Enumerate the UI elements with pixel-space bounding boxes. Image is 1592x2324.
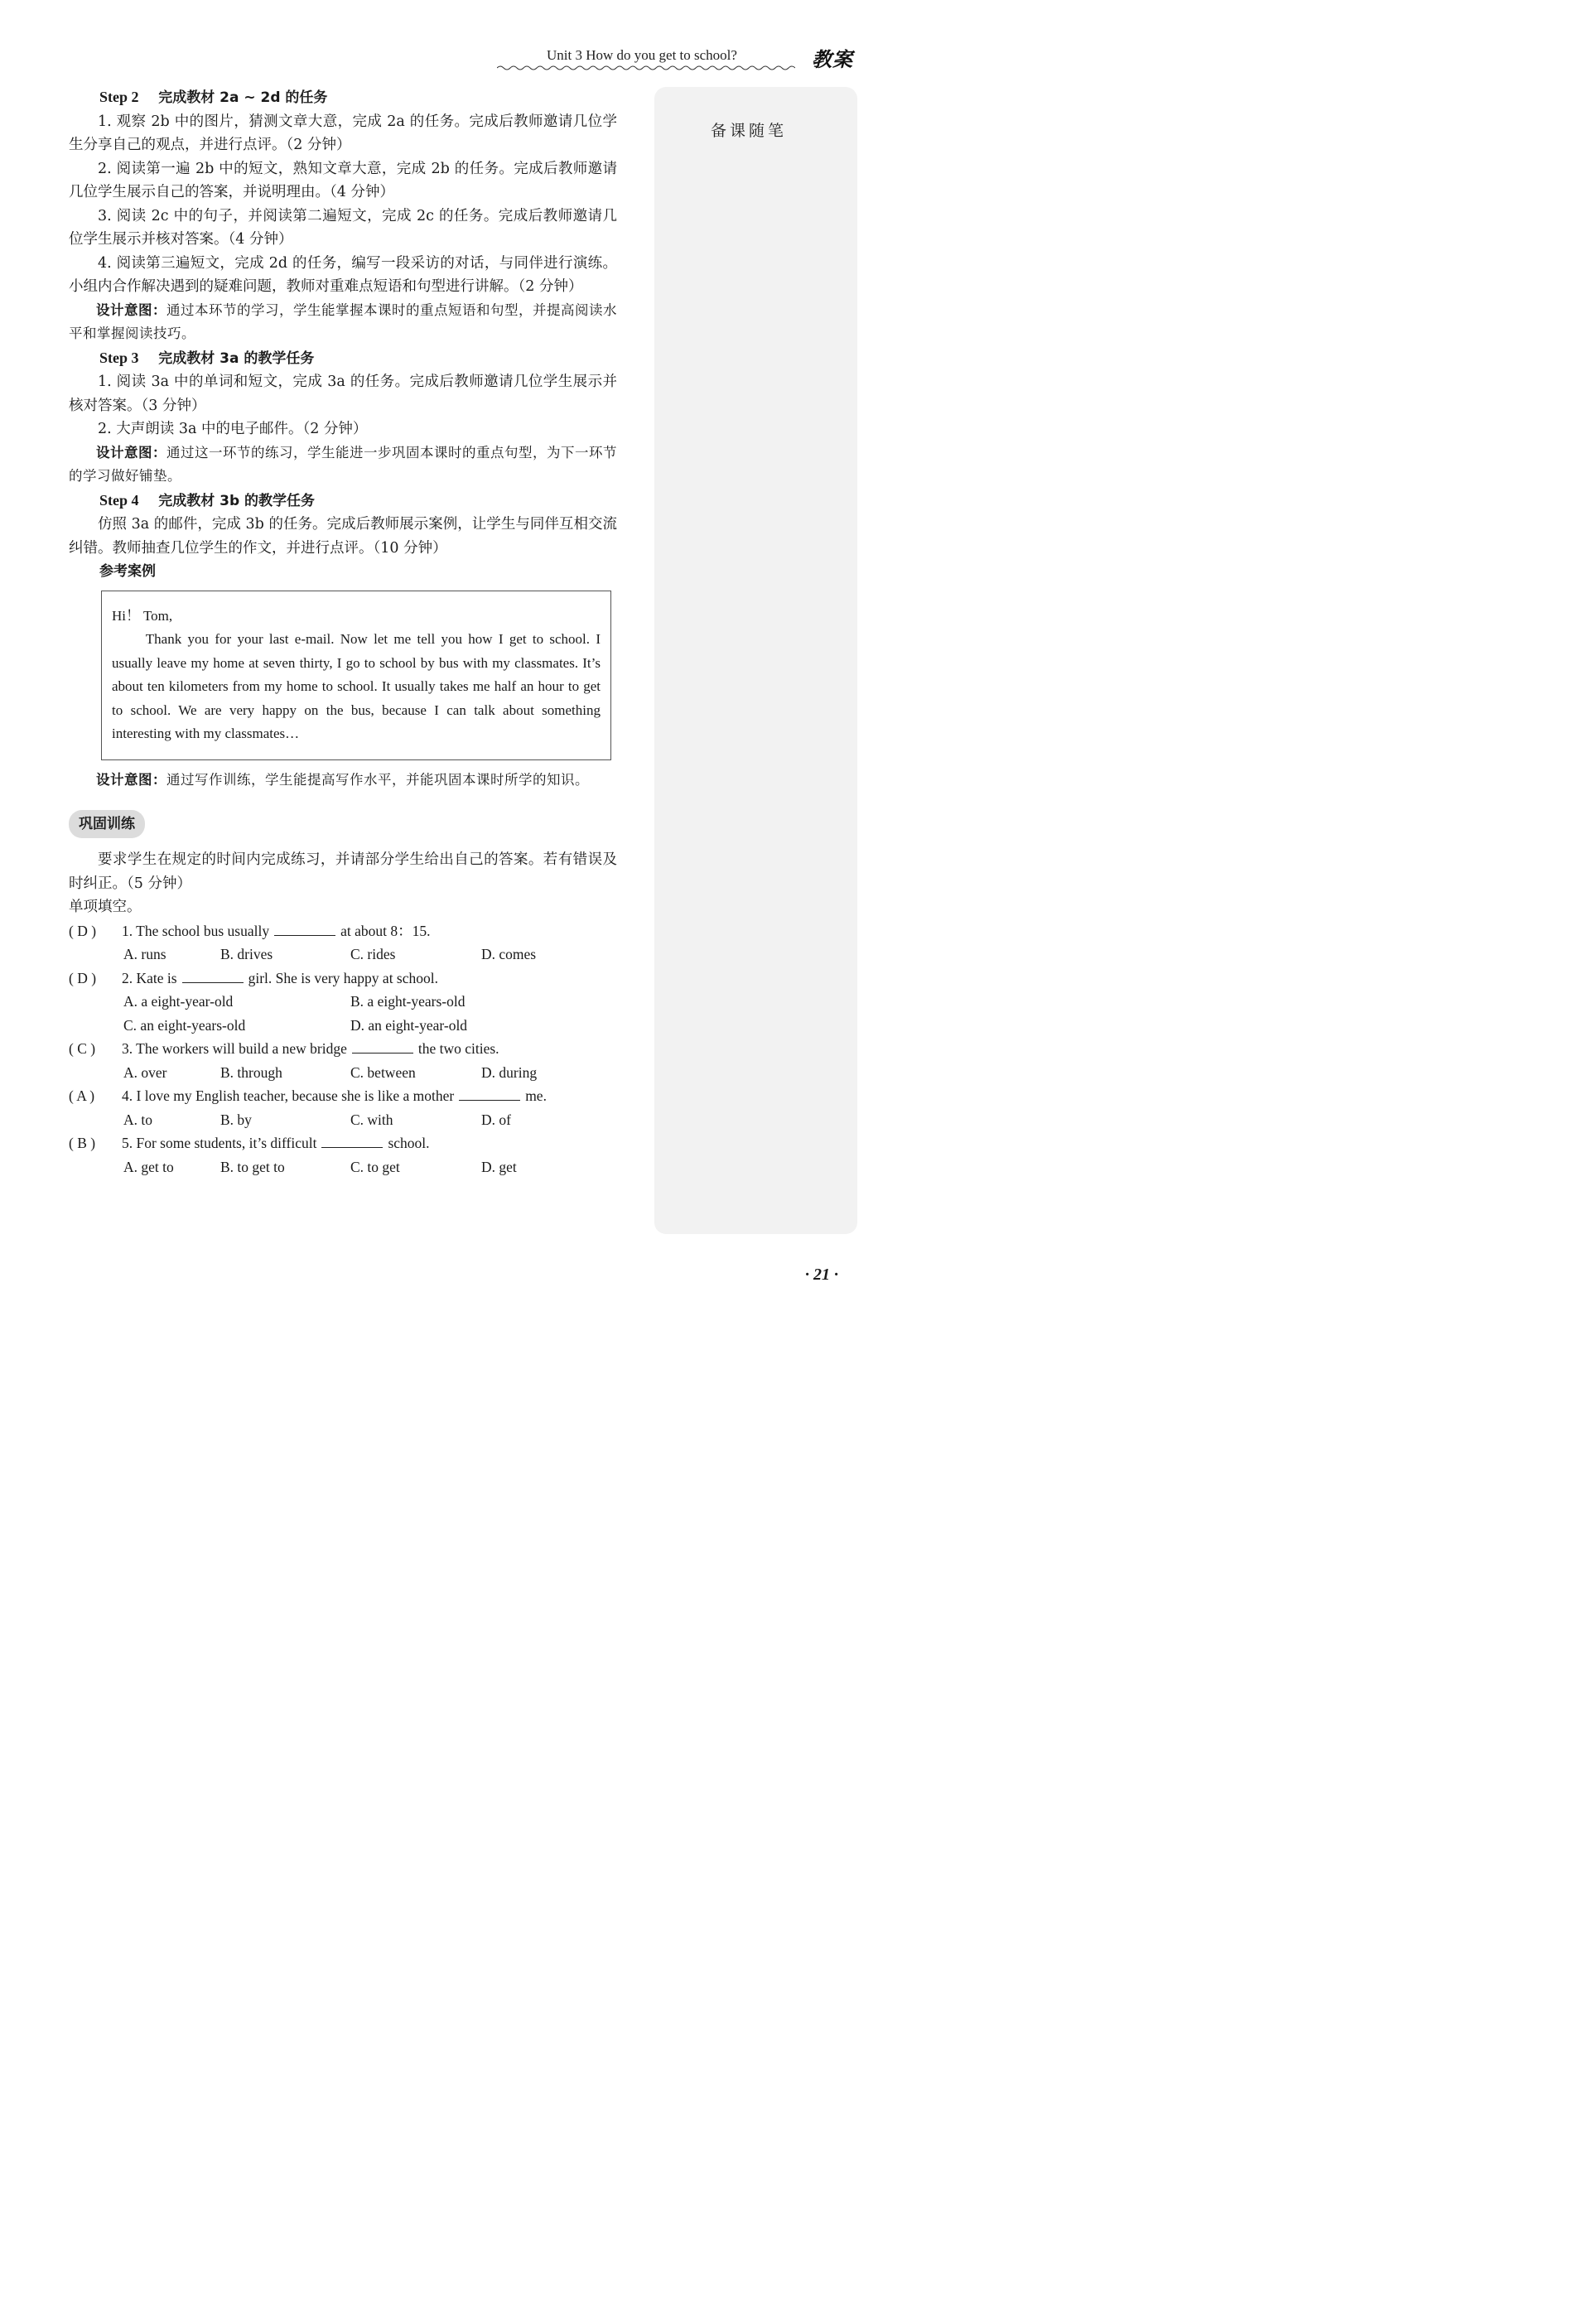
option-c: C. between xyxy=(350,1063,416,1081)
option-c: C. an eight-years-old xyxy=(123,1016,246,1034)
option-d: D. of xyxy=(481,1111,511,1128)
step3-label: Step 3 xyxy=(99,349,139,366)
question-stem-end: girl. She is very happy at school. xyxy=(248,969,438,986)
question-1 xyxy=(69,919,617,943)
option-a: A. to xyxy=(123,1111,152,1128)
step2-item-1: 1. 观察 2b 中的图片，猜测文章大意，完成 2a 的任务。完成后教师邀请几位学生分享自己的观点，并进行点评。（2 分钟） xyxy=(69,113,617,153)
question-2 xyxy=(69,967,617,991)
option-d: D. an eight-year-old xyxy=(350,1016,468,1034)
option-d: D. get xyxy=(481,1158,517,1175)
step2-title: 完成教材 2a ~ 2d 的任务 xyxy=(158,89,328,106)
unit-title: Unit 3 How do you get to school? xyxy=(547,47,737,63)
option-c: C. with xyxy=(350,1111,393,1128)
option-d: D. comes xyxy=(481,946,537,962)
answer-blank xyxy=(182,967,244,983)
step2-item-2: 2. 阅读第一遍 2b 中的短文，熟知文章大意，完成 2b 的任务。完成后教师邀请几位学生展示自己的答案，并说明理由。（4 分钟） xyxy=(69,160,617,200)
question-3-options xyxy=(69,1061,617,1085)
step4-label: Step 4 xyxy=(99,491,139,509)
answer-key: ( D ) xyxy=(69,969,97,986)
step3-item-2: 2. 大声朗读 3a 中的电子邮件。（2 分钟） xyxy=(98,421,368,437)
step2-item-4: 4. 阅读第三遍短文，完成 2d 的任务，编写一段采访的对话，与同伴进行演练。小组内合作解决遇到的疑难问题，教师对重难点短语和句型进行讲解。（2 分钟） xyxy=(69,254,617,295)
practice-section-title: 单项填空。 xyxy=(69,899,142,915)
question-stem-end: school. xyxy=(388,1135,430,1151)
notes-title: 备课随笔 xyxy=(711,122,788,140)
step2-heading xyxy=(69,85,617,110)
practice-section-badge: 巩固训练 xyxy=(69,810,145,838)
step3-item-1: 1. 阅读 3a 中的单词和短文，完成 3a 的任务。完成后教师邀请几位学生展示并核对答案。（3 分钟） xyxy=(69,374,617,414)
option-c: C. rides xyxy=(350,946,396,962)
step2-item-3: 3. 阅读 2c 中的句子，并阅读第二遍短文，完成 2c 的任务。完成后教师邀请几位学生展示并核对答案。（4 分钟） xyxy=(69,207,617,248)
option-c: C. to get xyxy=(350,1158,400,1175)
option-b: B. to get to xyxy=(220,1158,285,1175)
step4-title: 完成教材 3b 的教学任务 xyxy=(158,492,316,509)
step2-intent xyxy=(69,299,617,346)
question-1-options xyxy=(69,943,617,967)
question-stem-end: the two cities. xyxy=(417,1040,499,1057)
letter-body: Thank you for your last e-mail. Now let me tell you how I get to school. I usually leave my home at seven thirty, I go to school by bus with my classmates. It’s about ten kilometers from my home to school. It usually takes me half an hour to get to school. We are very happy on the bus, because I can talk about something interesting with my classmates… xyxy=(112,631,601,741)
question-stem-end: me. xyxy=(525,1087,547,1104)
step4-heading xyxy=(69,489,617,513)
answer-blank xyxy=(274,920,335,936)
question-4 xyxy=(69,1084,617,1108)
answer-key: ( D ) xyxy=(69,922,97,939)
sample-letter-box xyxy=(101,591,611,760)
question-stem: 1. The school bus usually xyxy=(122,922,270,939)
step3-title: 完成教材 3a 的教学任务 xyxy=(158,350,315,367)
answer-blank xyxy=(352,1038,413,1054)
question-stem-end: at about 8：15. xyxy=(340,922,431,939)
question-4-options xyxy=(69,1108,617,1132)
header-wave-divider xyxy=(497,65,795,71)
main-content xyxy=(69,85,617,1179)
question-stem: 2. Kate is xyxy=(122,969,177,986)
option-b: B. drives xyxy=(220,946,273,962)
answer-blank xyxy=(459,1085,520,1101)
option-a: A. runs xyxy=(123,946,166,962)
step4-intent xyxy=(69,769,617,793)
question-3 xyxy=(69,1037,617,1061)
intent-text: 通过写作训练，学生能提高写作水平，并能巩固本课时所学的知识。 xyxy=(166,771,589,788)
intent-label: 设计意图： xyxy=(96,301,166,318)
question-5 xyxy=(69,1131,617,1155)
answer-key: ( B ) xyxy=(69,1135,96,1151)
intent-label: 设计意图： xyxy=(96,771,166,788)
question-stem: 3. The workers will build a new bridge xyxy=(122,1040,347,1057)
practice-intro: 要求学生在规定的时间内完成练习，并请部分学生给出自己的答案。若有错误及时纠正。（5 分钟） xyxy=(69,851,617,892)
letter-greeting: Hi！ Tom, xyxy=(112,607,173,624)
page-number: · 21 · xyxy=(805,1266,838,1284)
intent-text: 通过这一环节的练习，学生能进一步巩固本课时的重点句型，为下一环节的学习做好铺垫。 xyxy=(69,444,617,484)
question-stem: 5. For some students, it’s difficult xyxy=(122,1135,317,1151)
step3-intent xyxy=(69,441,617,489)
option-b: B. through xyxy=(220,1063,282,1081)
option-b: B. a eight-years-old xyxy=(350,993,466,1010)
notes-sidebar xyxy=(654,87,857,1234)
reference-example-title: 参考案例 xyxy=(99,563,156,580)
option-d: D. during xyxy=(481,1063,538,1081)
question-2-options-row2 xyxy=(69,1014,617,1038)
answer-key: ( C ) xyxy=(69,1040,96,1057)
option-a: A. get to xyxy=(123,1158,174,1175)
step2-label: Step 2 xyxy=(99,89,139,105)
option-a: A. a eight-year-old xyxy=(123,993,234,1010)
page-header xyxy=(497,43,853,71)
question-stem: 4. I love my English teacher, because she is like a mother xyxy=(122,1087,455,1104)
step4-text: 仿照 3a 的邮件，完成 3b 的任务。完成后教师展示案例，让学生与同伴互相交流纠错。教师抽查几位学生的作文，并进行点评。（10 分钟） xyxy=(69,516,617,557)
question-2-options-row1 xyxy=(69,990,617,1014)
lesson-plan-badge: 教案 xyxy=(812,48,853,71)
intent-label: 设计意图： xyxy=(96,444,166,460)
answer-blank xyxy=(321,1132,383,1148)
intent-text: 通过本环节的学习，学生能掌握本课时的重点短语和句型，并提高阅读水平和掌握阅读技巧。 xyxy=(69,301,617,341)
answer-key: ( A ) xyxy=(69,1087,95,1104)
option-a: A. over xyxy=(123,1063,167,1081)
question-5-options xyxy=(69,1155,617,1179)
step3-heading xyxy=(69,346,617,371)
option-b: B. by xyxy=(220,1111,252,1128)
